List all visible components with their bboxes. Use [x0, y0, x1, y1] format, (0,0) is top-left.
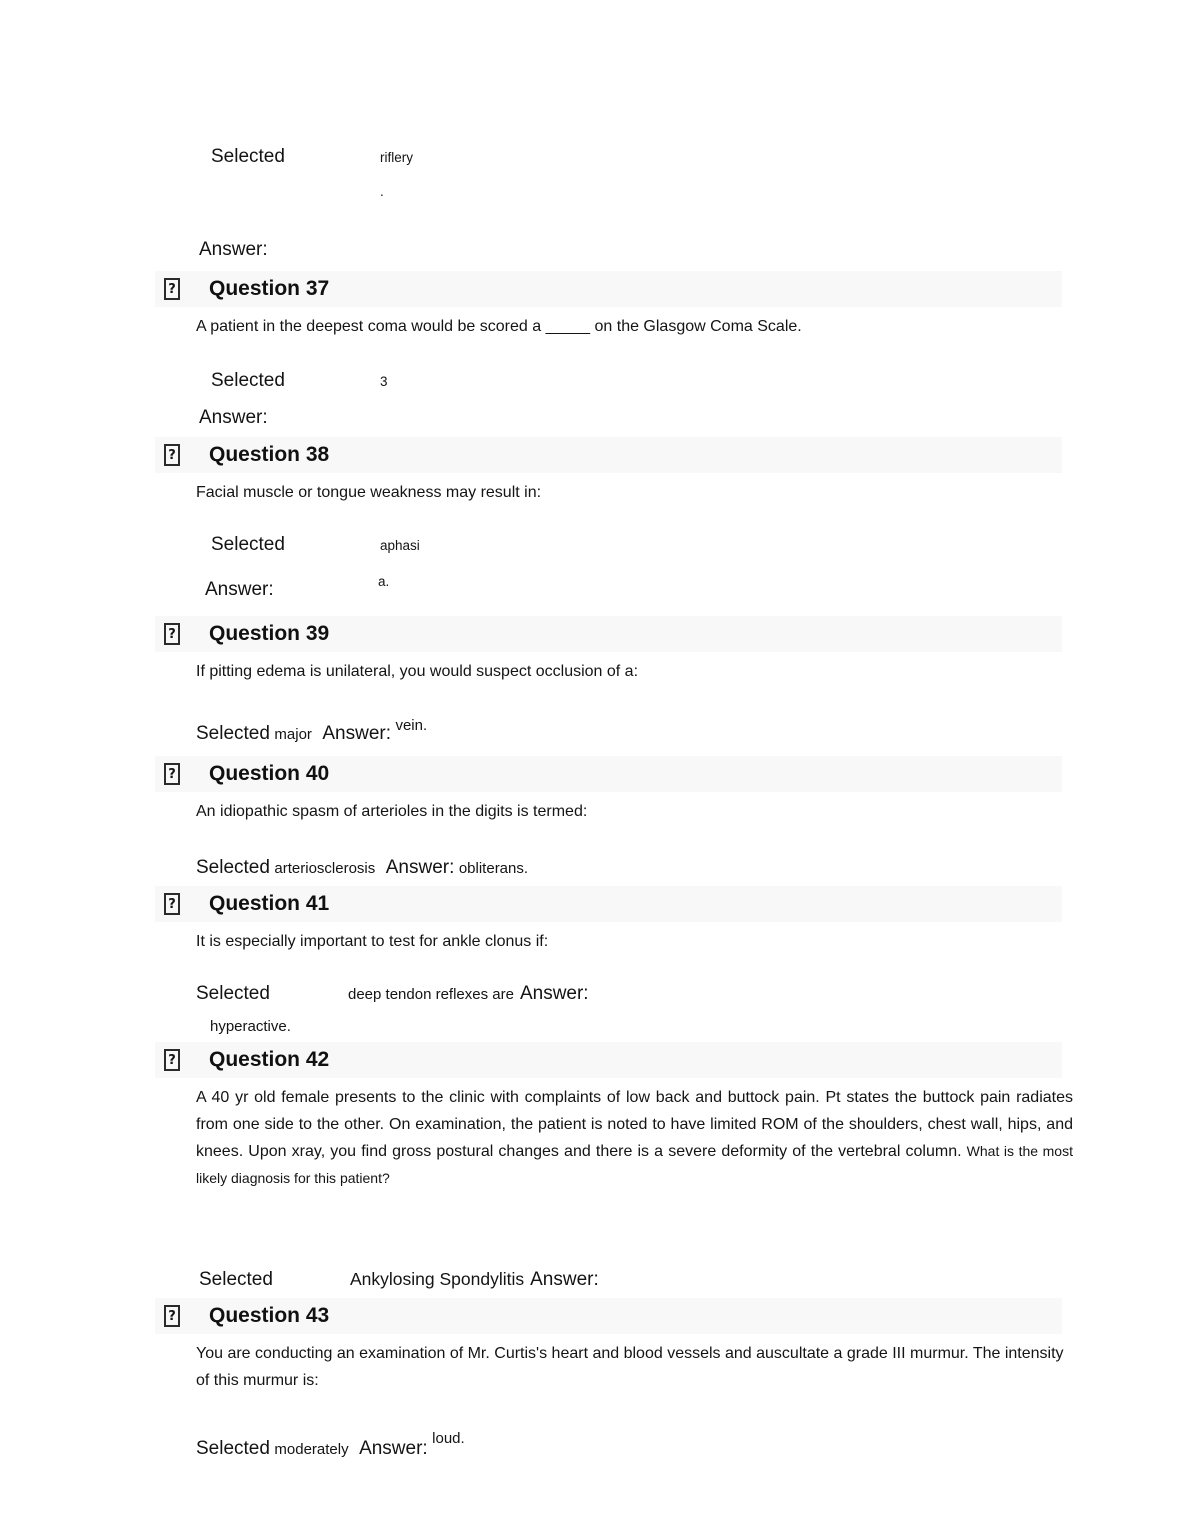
question-title: Question 37 — [209, 277, 330, 300]
question-36-answer-remnant — [0, 142, 1190, 265]
selected-value: aphasi — [380, 538, 420, 553]
selected-value: arteriosclerosis — [274, 860, 376, 877]
missing-glyph-question-icon: ? — [164, 1049, 180, 1071]
question-title: Question 43 — [209, 1304, 330, 1327]
selected-value: moderately — [274, 1441, 349, 1458]
answer-label: Answer: — [322, 723, 392, 744]
selected-value: riflery — [380, 150, 413, 165]
missing-glyph-question-icon: ? — [164, 623, 180, 645]
missing-glyph-question-icon: ? — [164, 278, 180, 300]
missing-glyph-question-icon: ? — [164, 763, 180, 785]
answer-value: hyperactive. — [210, 1018, 291, 1035]
question-38-header — [155, 437, 1062, 473]
question-37-header — [155, 271, 1062, 307]
question-42-header — [155, 1042, 1062, 1078]
selected-answer-row — [196, 853, 1190, 884]
answer-label: Answer: — [530, 1269, 599, 1290]
question-prompt: If pitting edema is unilateral, you would suspect occlusion of a: — [196, 663, 639, 680]
answer-label: Answer: — [205, 579, 274, 600]
selected-label: Selected — [196, 857, 270, 878]
question-prompt: An idiopathic spasm of arterioles in the digits is termed: — [196, 803, 588, 820]
question-prompt: Facial muscle or tongue weakness may result in: — [196, 484, 542, 501]
answer-value: obliterans. — [458, 860, 529, 877]
question-43-header — [155, 1298, 1062, 1334]
selected-value-continuation: . — [380, 184, 384, 199]
selected-value: 3 — [380, 374, 388, 389]
question-37-section — [0, 271, 1190, 433]
selected-value: major — [274, 726, 312, 743]
selected-row — [211, 366, 1190, 397]
answer-value: vein. — [395, 717, 428, 734]
answer-label: Answer: — [359, 1438, 428, 1459]
question-title: Question 40 — [209, 762, 330, 785]
question-41-header — [155, 886, 1062, 922]
selected-label: Selected — [211, 534, 285, 555]
selected-answer-row — [196, 979, 1190, 1010]
answer-label: Answer: — [199, 239, 268, 260]
selected-answer-row — [196, 711, 1190, 750]
question-43-section — [0, 1298, 1190, 1465]
question-title: Question 41 — [209, 892, 330, 915]
question-42-section — [0, 1042, 1190, 1296]
question-title: Question 39 — [209, 622, 330, 645]
selected-answer-row — [199, 1264, 1190, 1296]
selected-label: Selected — [196, 1438, 270, 1459]
question-40-section — [0, 756, 1190, 884]
selected-label: Selected — [211, 370, 285, 391]
selected-label: Selected — [196, 723, 270, 744]
answer-value: a. — [378, 574, 390, 589]
question-prompt: You are conducting an examination of Mr. Curtis's heart and blood vessels and auscultate a grade III murmur. The intensity of this murmur is: — [196, 1345, 1064, 1389]
missing-glyph-question-icon: ? — [164, 1305, 180, 1327]
selected-row — [211, 142, 1190, 173]
answer-label: Answer: — [199, 407, 268, 428]
question-38-section — [0, 437, 1190, 606]
selected-answer-row — [196, 1424, 1190, 1465]
answer-label: Answer: — [385, 857, 455, 878]
selected-label: Selected — [196, 983, 270, 1004]
question-title: Question 42 — [209, 1048, 330, 1071]
answer-label: Answer: — [519, 983, 589, 1004]
question-title: Question 38 — [209, 443, 330, 466]
selected-label: Selected — [211, 146, 285, 167]
question-prompt-main: A 40 yr old female presents to the clinic with complaints of low back and buttock pain. Pt states the buttock pain radiates from one side to the other. On examination, the patient is noted to have limited ROM of the shoulders, chest wall, hips, and knees. Upon xray, you find gross postural changes and there is a severe deformity of the vertebral column. — [196, 1089, 1073, 1160]
question-39-header — [155, 616, 1062, 652]
question-40-header — [155, 756, 1062, 792]
answer-value: loud. — [432, 1430, 465, 1447]
selected-value: Ankylosing Spondylitis — [350, 1269, 525, 1289]
selected-value: deep tendon reflexes are — [348, 986, 514, 1003]
question-prompt — [196, 1084, 1073, 1192]
question-prompt-tail: What is the most likely diagnosis for this patient? — [196, 1143, 1073, 1186]
answer-row — [205, 567, 1190, 606]
question-prompt: It is especially important to test for ankle clonus if: — [196, 933, 549, 950]
missing-glyph-question-icon: ? — [164, 893, 180, 915]
selected-row — [211, 530, 1190, 561]
question-41-section — [0, 886, 1190, 1042]
missing-glyph-question-icon: ? — [164, 444, 180, 466]
selected-label: Selected — [199, 1269, 273, 1290]
question-prompt: A patient in the deepest coma would be scored a _____ on the Glasgow Coma Scale. — [196, 318, 802, 335]
question-39-section — [0, 616, 1190, 750]
